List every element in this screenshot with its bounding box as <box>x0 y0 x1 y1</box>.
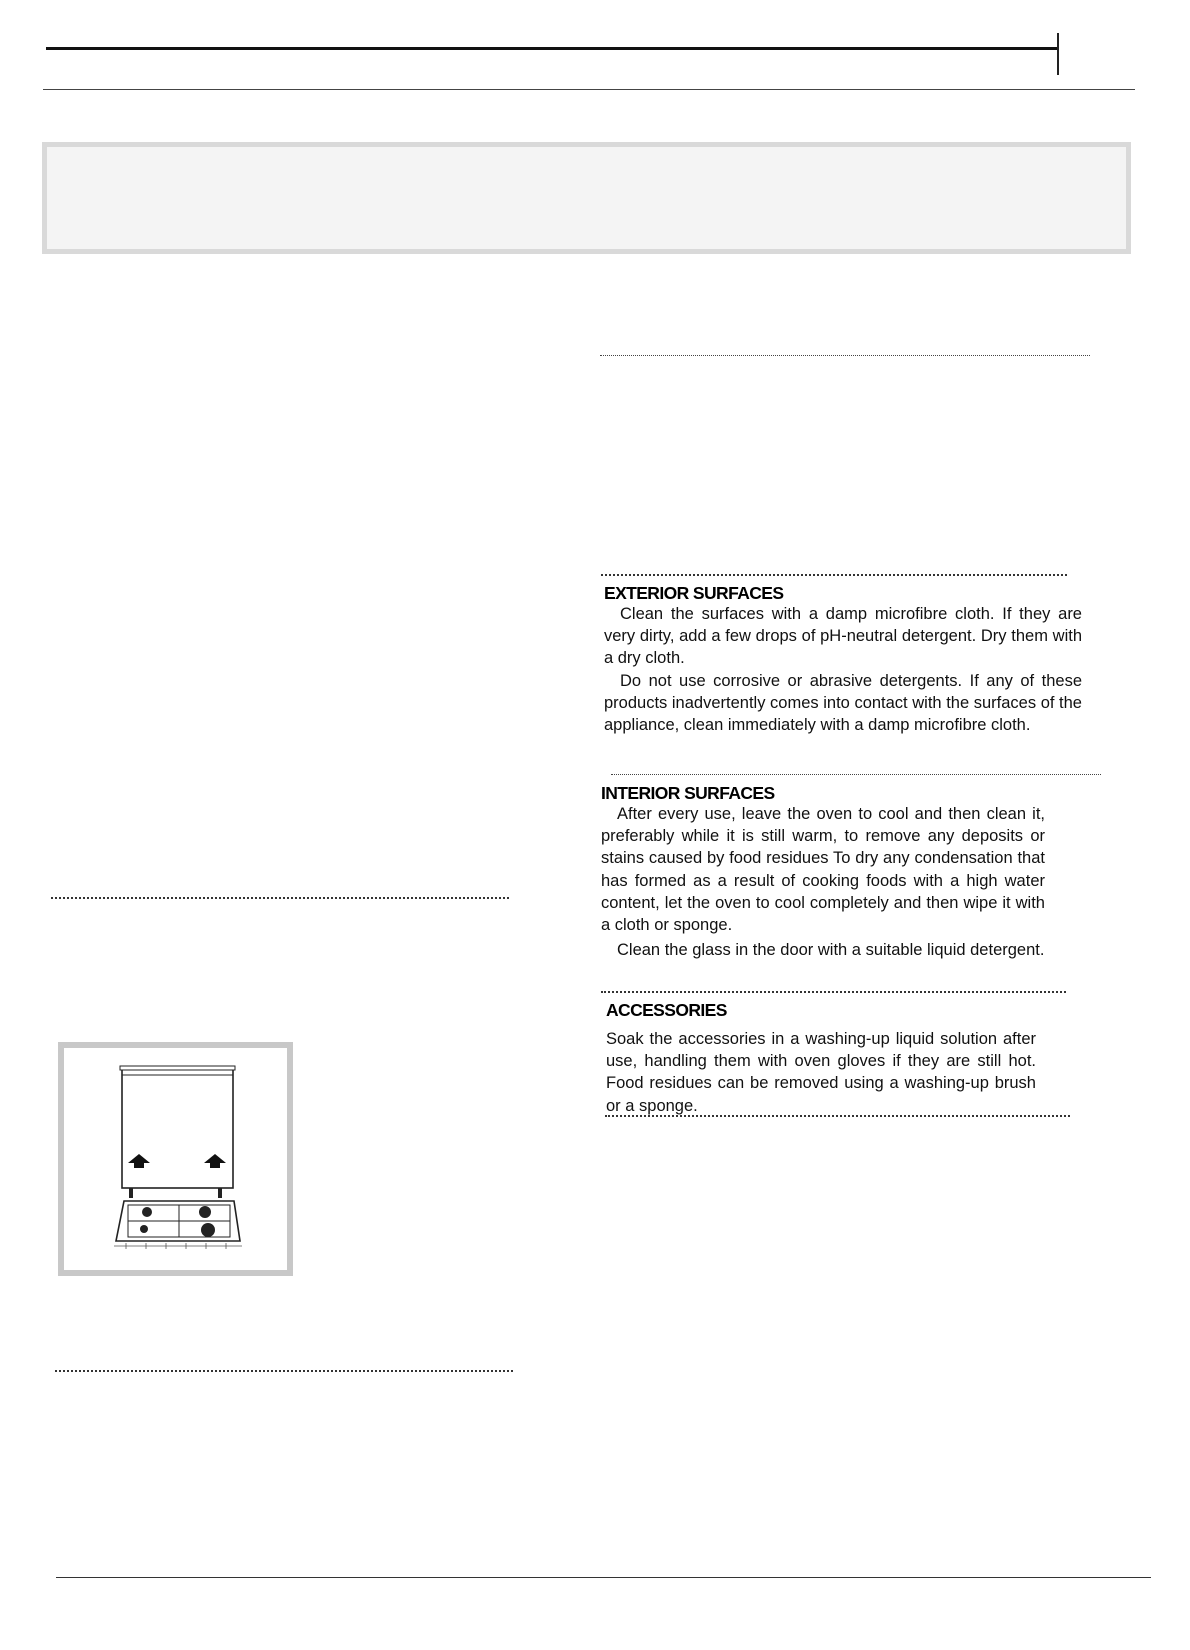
separator-right-4 <box>601 991 1066 993</box>
exterior-paragraph-1: Clean the surfaces with a damp microfibre cloth. If they are very dirty, add a few drops of pH-neutral detergent. Dry them with a dry cloth. <box>604 605 1082 668</box>
exterior-heading: EXTERIOR SURFACES <box>604 583 784 603</box>
separator-left-2 <box>55 1370 513 1372</box>
footer-rule <box>56 1577 1151 1578</box>
separator-right-3 <box>611 774 1101 775</box>
interior-paragraph-1: After every use, leave the oven to cool and then clean it, preferably while it is still warm, to remove any deposits or stains caused by food residues To dry any condensation that has formed as a result of cooking foods with a high water content, let the oven to cool completely and then wipe it with a cloth or sponge. <box>601 805 1045 935</box>
exterior-paragraph-2: Do not use corrosive or abrasive detergents. If any of these products inadvertently comes into contact with the surfaces of the appliance, clean immediately with a damp microfibre cloth. <box>604 671 1082 735</box>
separator-right-2 <box>601 574 1067 576</box>
interior-section <box>601 783 1045 961</box>
hob-lid-figure <box>58 1042 293 1276</box>
header-rule <box>46 47 1058 50</box>
header-tick <box>1057 33 1059 75</box>
separator-right-1 <box>600 355 1090 356</box>
exterior-section <box>604 583 1082 736</box>
accessories-paragraph: Soak the accessories in a washing-up liquid solution after use, handling them with oven gloves if they are still hot. Food residues can be removed using a washing-up brush or a sponge. <box>606 1030 1036 1115</box>
title-banner <box>42 142 1131 254</box>
interior-heading: INTERIOR SURFACES <box>601 783 775 803</box>
accessories-section <box>606 1000 1036 1117</box>
hob-lid-illustration <box>64 1048 287 1270</box>
accessories-heading: ACCESSORIES <box>606 1000 727 1020</box>
header-thin-rule <box>43 89 1135 90</box>
interior-paragraph-2: Clean the glass in the door with a suitable liquid detergent. <box>617 941 1045 960</box>
separator-left-1 <box>51 897 509 899</box>
